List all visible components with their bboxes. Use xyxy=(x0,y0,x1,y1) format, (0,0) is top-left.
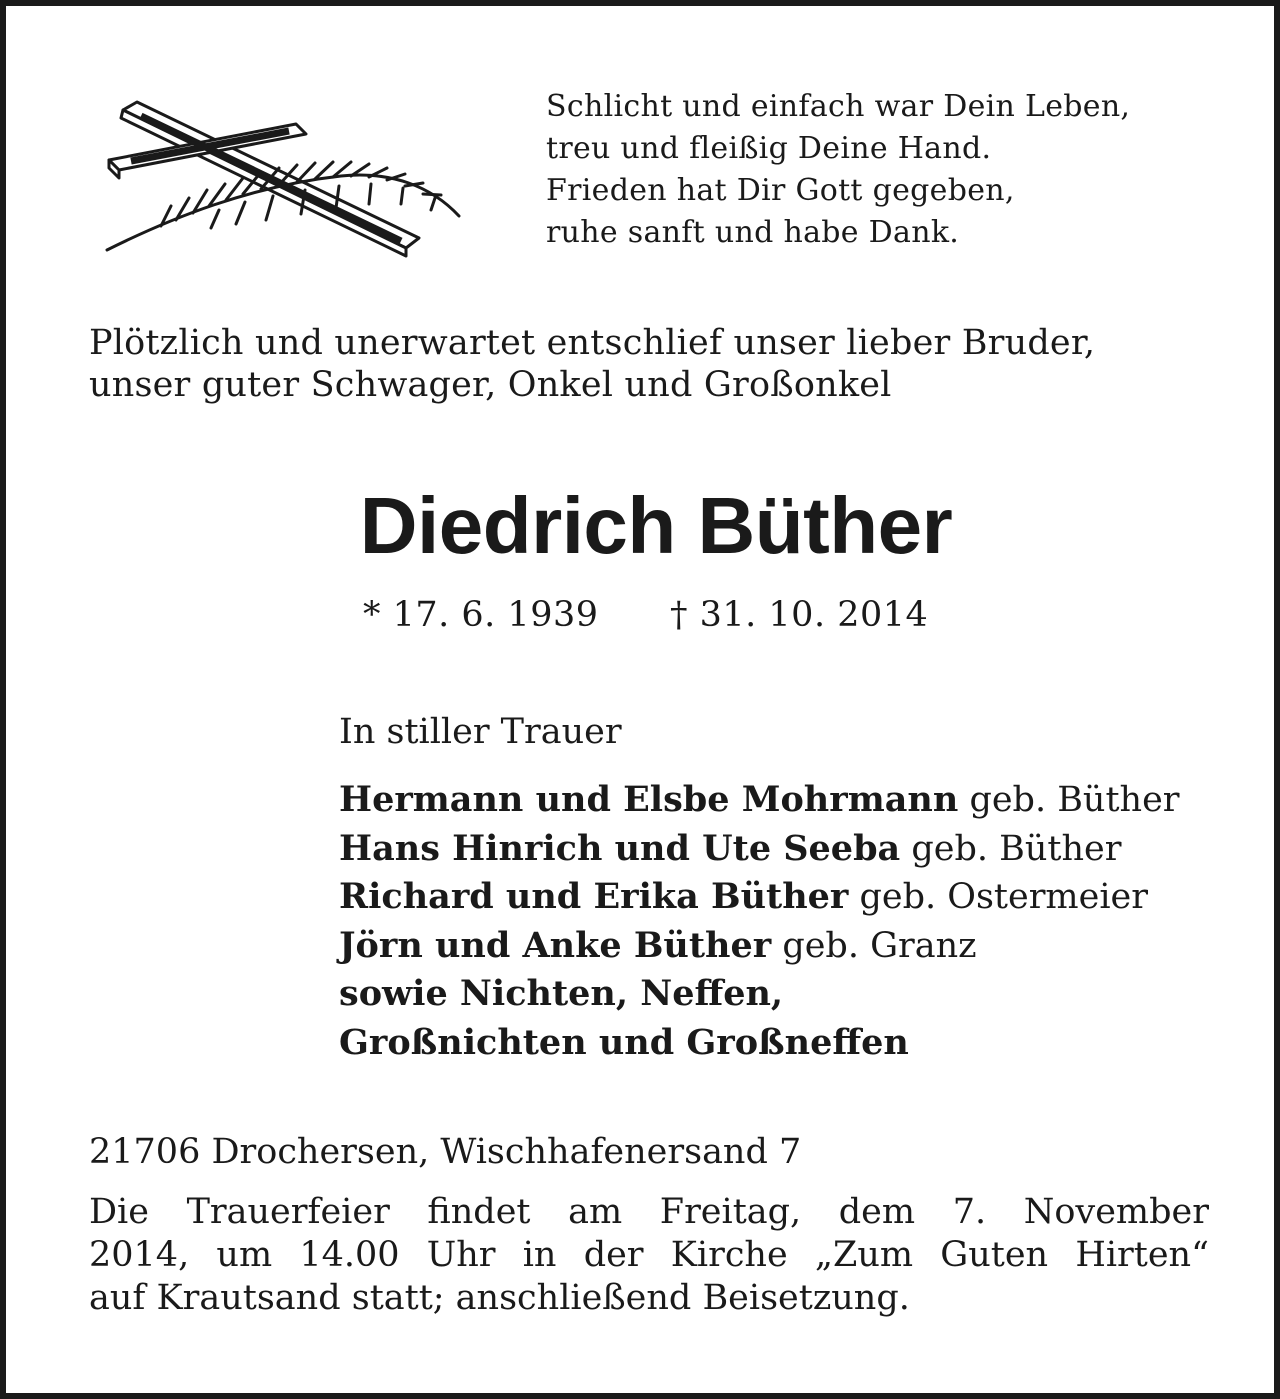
mourner-names: Jörn und Anke Büther xyxy=(339,924,772,966)
funeral-word: um xyxy=(216,1235,273,1275)
funeral-line xyxy=(89,1234,1209,1277)
verse-line: ruhe sanft und habe Dank. xyxy=(546,215,960,250)
funeral-word: Freitag, xyxy=(659,1192,802,1232)
mourner-maiden-name: geb. Büther xyxy=(958,780,1180,820)
mourner-row xyxy=(339,970,1180,1019)
mourner-row xyxy=(339,825,1180,874)
mourner-row xyxy=(339,873,1180,922)
funeral-word: Trauerfeier xyxy=(186,1192,390,1232)
funeral-details xyxy=(89,1191,1209,1320)
funeral-word: Hirten“ xyxy=(1075,1235,1209,1275)
cross-with-palm-frond-icon xyxy=(101,98,466,263)
death-date: † 31. 10. 2014 xyxy=(670,595,929,635)
memorial-verse xyxy=(546,86,1130,254)
mourner-row xyxy=(339,1019,1180,1068)
funeral-word: findet xyxy=(427,1192,531,1232)
mourner-names: Hans Hinrich und Ute Seeba xyxy=(339,827,901,869)
funeral-word: Die xyxy=(89,1192,149,1232)
mourner-names: Hermann und Elsbe Mohrmann xyxy=(339,779,959,820)
verse-line: treu und fleißig Deine Hand. xyxy=(546,131,992,166)
funeral-word: der xyxy=(583,1235,644,1275)
mourner-maiden-name: geb. Granz xyxy=(771,925,977,966)
funeral-word: 7. xyxy=(952,1192,987,1232)
funeral-word: Kirche xyxy=(670,1235,788,1275)
funeral-line xyxy=(89,1191,1209,1234)
funeral-word: 2014, xyxy=(89,1235,190,1275)
deceased-name: Diedrich Büther xyxy=(359,481,953,570)
mourner-maiden-name: geb. Büther xyxy=(900,828,1122,869)
funeral-word: dem xyxy=(838,1192,916,1232)
mourner-row xyxy=(339,776,1180,825)
intro-text xyxy=(89,322,1095,406)
funeral-word: Guten xyxy=(940,1235,1049,1275)
funeral-word: 14.00 xyxy=(299,1235,400,1275)
mourner-names: sowie Nichten, Neffen, xyxy=(339,973,784,1014)
mourners-address: 21706 Drochersen, Wischhafenersand 7 xyxy=(89,1132,802,1172)
verse-line: Frieden hat Dir Gott gegeben, xyxy=(546,173,1015,208)
mourner-names: Großnichten und Großneffen xyxy=(339,1021,909,1063)
mourner-row xyxy=(339,922,1180,971)
funeral-word: „Zum xyxy=(814,1235,914,1275)
mourners-list xyxy=(339,776,1180,1067)
funeral-word: November xyxy=(1023,1192,1209,1232)
birth-date: * 17. 6. 1939 xyxy=(363,595,599,635)
verse-line: Schlicht und einfach war Dein Leben, xyxy=(546,89,1131,124)
funeral-word: Uhr xyxy=(426,1235,496,1275)
mourners-heading: In stiller Trauer xyxy=(339,712,622,752)
mourner-names: Richard und Erika Büther xyxy=(339,876,849,917)
funeral-line: auf Krautsand statt; anschließend Beisetzung. xyxy=(89,1278,910,1318)
intro-line: Plötzlich und unerwartet entschlief unser lieber Bruder, xyxy=(89,323,1096,363)
mourner-maiden-name: geb. Ostermeier xyxy=(848,877,1148,917)
funeral-word: am xyxy=(568,1192,623,1232)
intro-line: unser guter Schwager, Onkel und Großonkel xyxy=(89,365,892,405)
funeral-word: in xyxy=(522,1235,557,1275)
